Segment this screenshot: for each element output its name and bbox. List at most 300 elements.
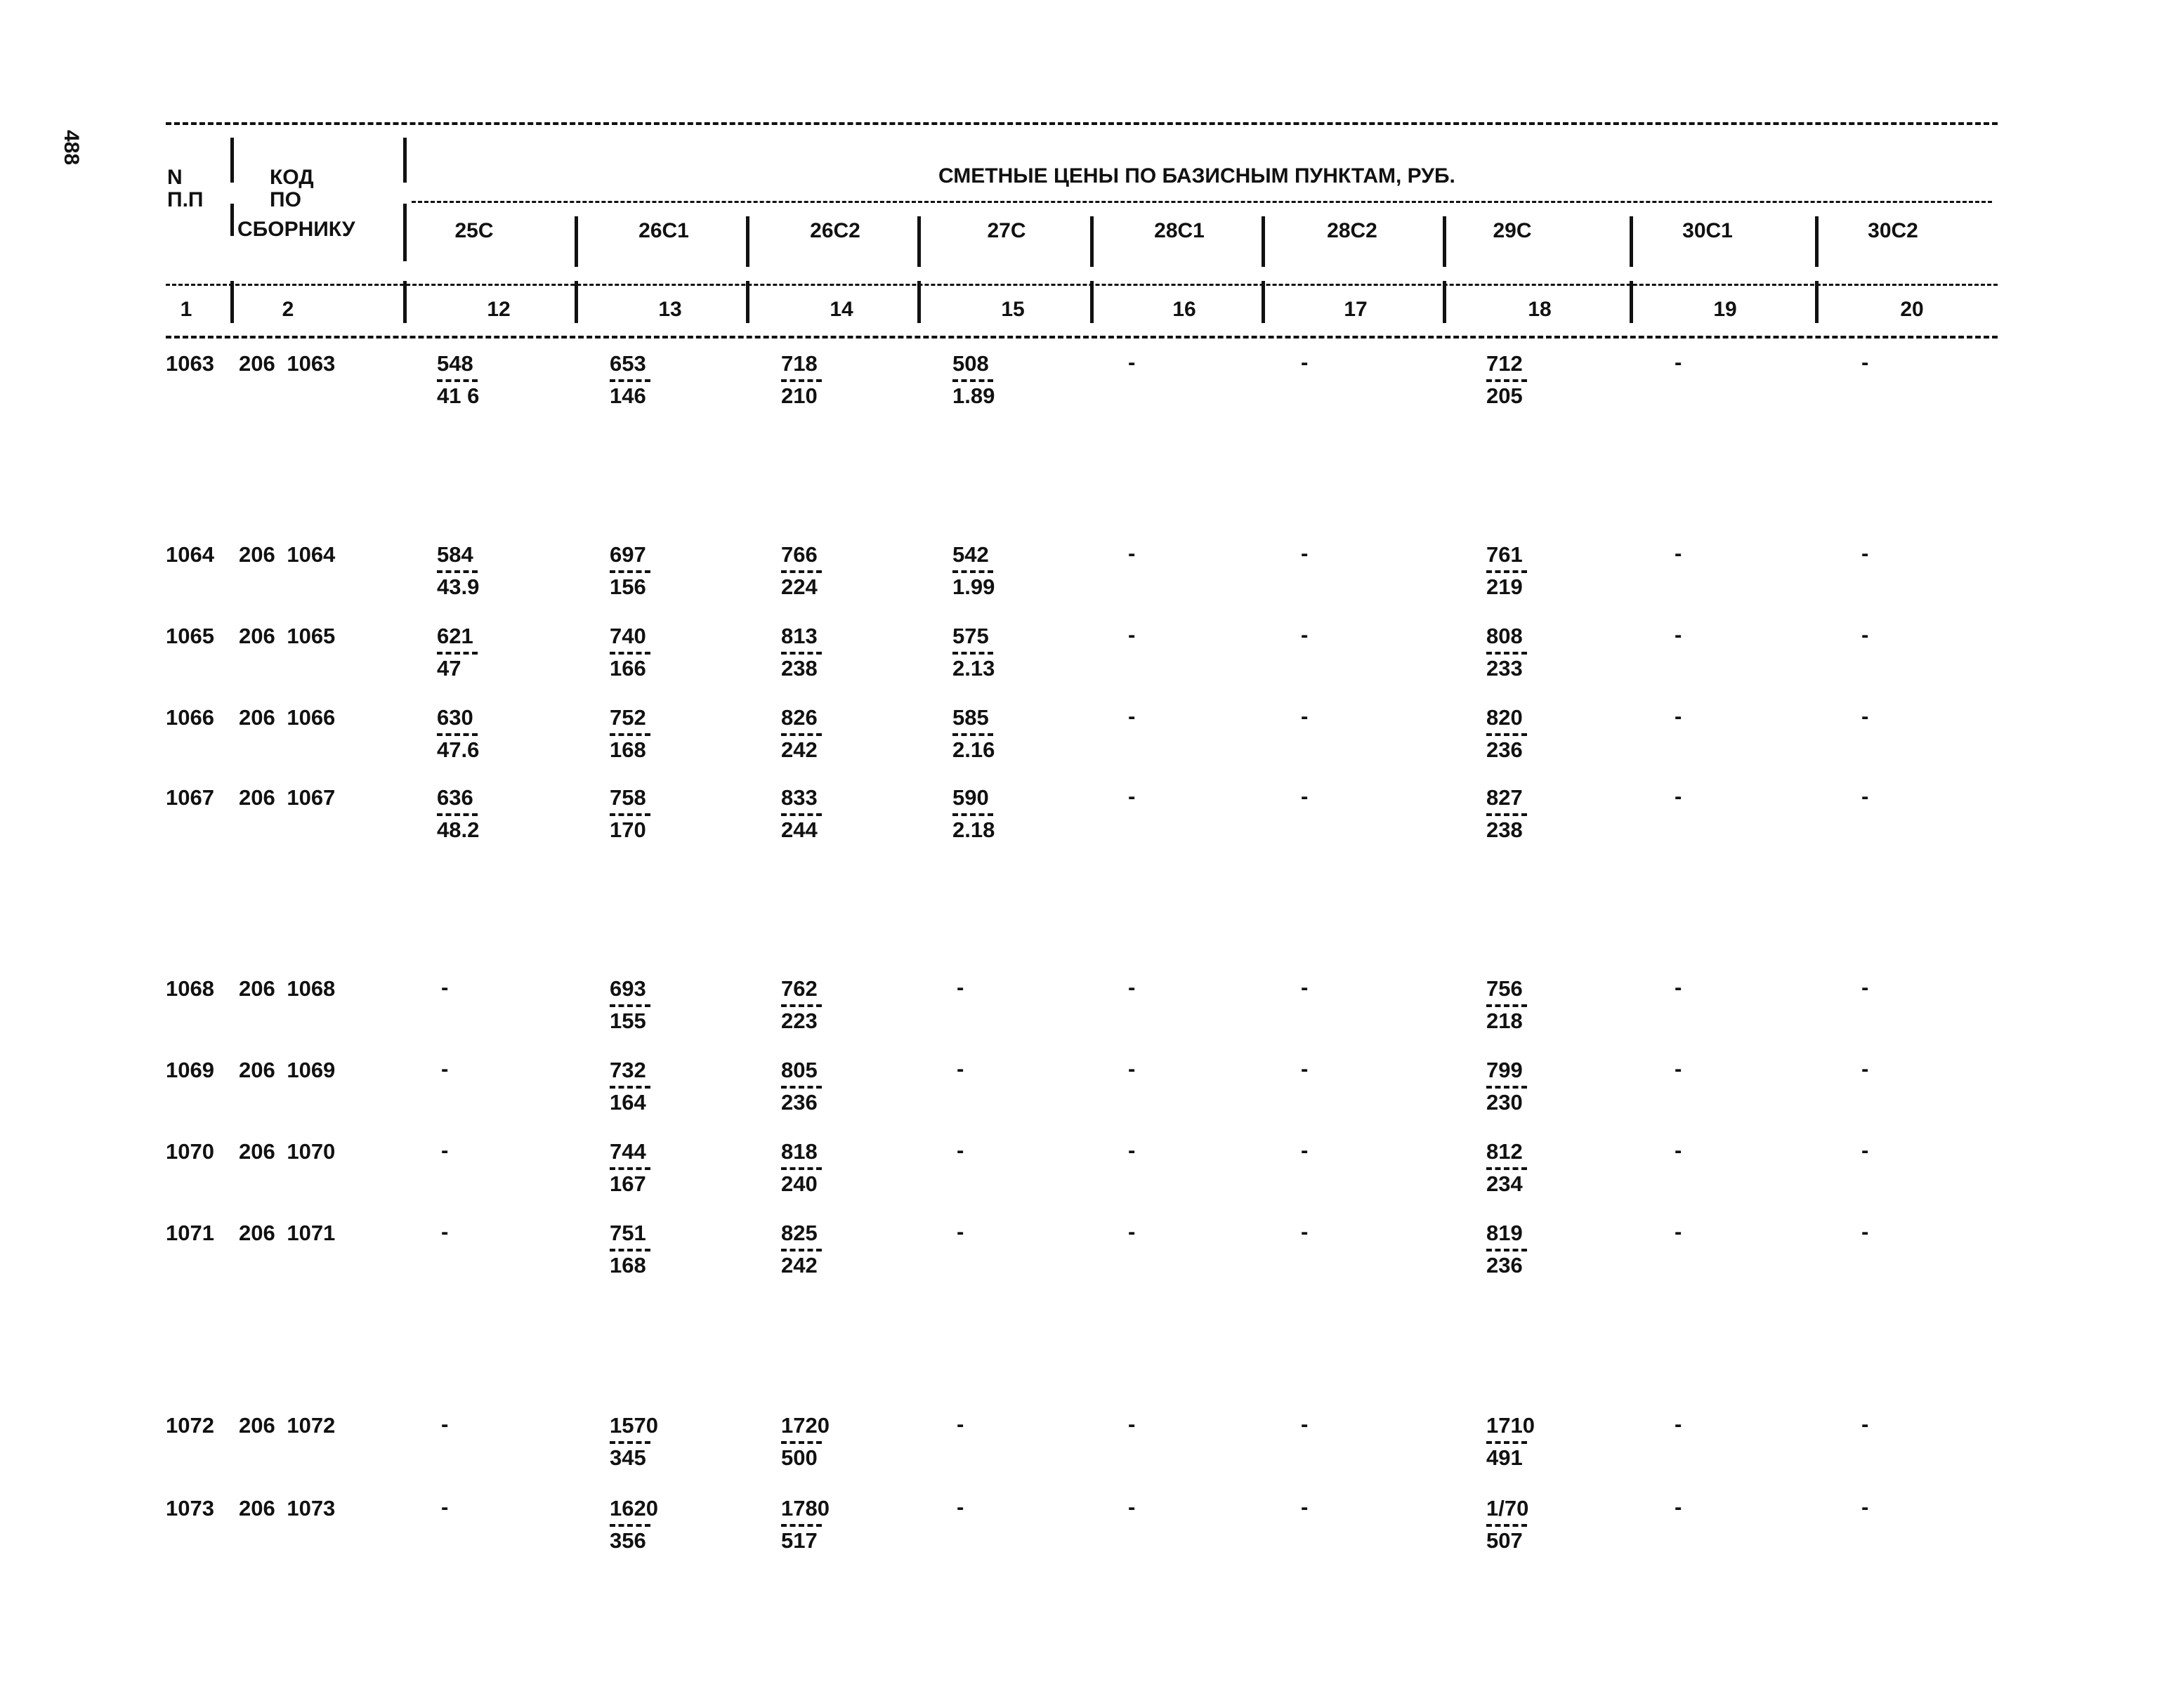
fraction-bar bbox=[781, 1004, 822, 1007]
price-fraction bbox=[781, 351, 837, 409]
price-numerator: 636 bbox=[437, 785, 473, 810]
vsep bbox=[917, 281, 921, 323]
row-number: 1066 bbox=[166, 705, 214, 730]
price-numerator: 833 bbox=[781, 785, 818, 810]
price-fraction bbox=[610, 1413, 666, 1471]
fraction-bar bbox=[610, 1004, 650, 1007]
price-denominator: 356 bbox=[610, 1528, 646, 1553]
empty-price-dash: - bbox=[1128, 1494, 1136, 1519]
empty-price-dash: - bbox=[441, 975, 449, 999]
empty-price-dash: - bbox=[1861, 1412, 1869, 1436]
fraction-bar bbox=[610, 733, 650, 736]
price-numerator: 1720 bbox=[781, 1413, 830, 1438]
empty-price-dash: - bbox=[1128, 784, 1136, 808]
price-numerator: 799 bbox=[1486, 1058, 1523, 1082]
vsep bbox=[1815, 281, 1819, 323]
empty-price-dash: - bbox=[1301, 784, 1309, 808]
empty-price-dash: - bbox=[1861, 622, 1869, 647]
price-denominator: 218 bbox=[1486, 1009, 1523, 1033]
price-fraction bbox=[1486, 1139, 1542, 1197]
fraction-bar bbox=[437, 379, 478, 382]
price-numerator: 751 bbox=[610, 1221, 646, 1245]
price-numerator: 766 bbox=[781, 542, 818, 567]
price-denominator: 1.99 bbox=[952, 574, 995, 599]
empty-price-dash: - bbox=[1301, 1056, 1309, 1081]
empty-price-dash: - bbox=[441, 1494, 449, 1519]
row-code: 206 1069 bbox=[239, 1058, 336, 1082]
header-code-line1: КОД bbox=[270, 166, 314, 189]
empty-price-dash: - bbox=[441, 1056, 449, 1081]
fraction-bar bbox=[1486, 1004, 1527, 1007]
vsep bbox=[1815, 216, 1819, 267]
price-numerator: 1570 bbox=[610, 1413, 658, 1438]
empty-price-dash: - bbox=[1675, 1412, 1682, 1436]
empty-price-dash: - bbox=[1301, 350, 1309, 374]
fraction-bar bbox=[610, 1441, 650, 1444]
empty-price-dash: - bbox=[1128, 1056, 1136, 1081]
empty-price-dash: - bbox=[1301, 1412, 1309, 1436]
price-denominator: 230 bbox=[1486, 1090, 1523, 1115]
vsep bbox=[230, 138, 234, 183]
price-fraction bbox=[781, 1139, 837, 1197]
price-fraction bbox=[781, 705, 837, 763]
price-denominator: 170 bbox=[610, 817, 646, 842]
empty-price-dash: - bbox=[1128, 541, 1136, 565]
empty-price-dash: - bbox=[957, 1494, 964, 1519]
price-denominator: 238 bbox=[1486, 817, 1523, 842]
price-numerator: 590 bbox=[952, 785, 989, 810]
row-code: 206 1063 bbox=[239, 351, 336, 376]
row-code: 206 1070 bbox=[239, 1139, 336, 1164]
empty-price-dash: - bbox=[1861, 784, 1869, 808]
price-numerator: 575 bbox=[952, 624, 989, 648]
row-number: 1065 bbox=[166, 624, 214, 648]
fraction-bar bbox=[1486, 570, 1527, 573]
price-fraction bbox=[952, 351, 1009, 409]
col-number: 1 bbox=[180, 298, 192, 321]
price-numerator: 718 bbox=[781, 351, 818, 376]
fraction-bar bbox=[781, 813, 822, 816]
price-fraction bbox=[1486, 976, 1542, 1034]
empty-price-dash: - bbox=[1675, 784, 1682, 808]
row-code: 206 1068 bbox=[239, 976, 336, 1001]
fraction-bar bbox=[610, 652, 650, 655]
vsep bbox=[1090, 281, 1094, 323]
price-fraction bbox=[1486, 624, 1542, 681]
price-fraction bbox=[610, 624, 666, 681]
price-denominator: 2.16 bbox=[952, 737, 995, 762]
fraction-bar bbox=[952, 570, 993, 573]
row-number: 1068 bbox=[166, 976, 214, 1001]
price-numerator: 825 bbox=[781, 1221, 818, 1245]
row-code: 206 1067 bbox=[239, 785, 336, 810]
price-numerator: 752 bbox=[610, 705, 646, 730]
price-numerator: 826 bbox=[781, 705, 818, 730]
price-fraction bbox=[952, 542, 1009, 600]
col-number: 15 bbox=[1001, 298, 1025, 321]
fraction-bar bbox=[781, 379, 822, 382]
price-denominator: 236 bbox=[781, 1090, 818, 1115]
price-numerator: 827 bbox=[1486, 785, 1523, 810]
vsep bbox=[1630, 216, 1633, 267]
col-number: 13 bbox=[658, 298, 682, 321]
fraction-bar bbox=[1486, 1524, 1527, 1527]
empty-price-dash: - bbox=[1675, 704, 1682, 728]
price-denominator: 168 bbox=[610, 737, 646, 762]
price-denominator: 223 bbox=[781, 1009, 818, 1033]
fraction-bar bbox=[1486, 1441, 1527, 1444]
price-numerator: 1780 bbox=[781, 1496, 830, 1520]
header-prices-title: СМЕТНЫЕ ЦЕНЫ ПО БАЗИСНЫМ ПУНКТАМ, РУБ. bbox=[938, 164, 1455, 188]
fraction-bar bbox=[610, 813, 650, 816]
empty-price-dash: - bbox=[1861, 1219, 1869, 1244]
price-denominator: 2.13 bbox=[952, 656, 995, 681]
fraction-bar bbox=[781, 1249, 822, 1252]
vsep bbox=[1630, 281, 1633, 323]
price-denominator: 168 bbox=[610, 1253, 646, 1277]
price-fraction bbox=[610, 1139, 666, 1197]
vsep bbox=[575, 216, 578, 267]
empty-price-dash: - bbox=[1301, 1494, 1309, 1519]
fraction-bar bbox=[952, 379, 993, 382]
price-denominator: 219 bbox=[1486, 574, 1523, 599]
price-fraction bbox=[437, 705, 493, 763]
price-fraction bbox=[1486, 1058, 1542, 1115]
empty-price-dash: - bbox=[1301, 975, 1309, 999]
price-fraction bbox=[1486, 705, 1542, 763]
price-numerator: 758 bbox=[610, 785, 646, 810]
price-denominator: 517 bbox=[781, 1528, 818, 1553]
price-denominator: 236 bbox=[1486, 737, 1523, 762]
header-code-line3: СБОРНИКУ bbox=[237, 218, 355, 241]
price-denominator: 1.89 bbox=[952, 383, 995, 408]
vsep bbox=[230, 281, 234, 323]
price-fraction bbox=[437, 624, 493, 681]
price-numerator: 813 bbox=[781, 624, 818, 648]
price-denominator: 155 bbox=[610, 1009, 646, 1033]
price-fraction bbox=[1486, 785, 1542, 843]
empty-price-dash: - bbox=[1675, 350, 1682, 374]
price-fraction bbox=[1486, 1221, 1542, 1278]
empty-price-dash: - bbox=[1301, 704, 1309, 728]
price-numerator: 805 bbox=[781, 1058, 818, 1082]
fraction-bar bbox=[952, 652, 993, 655]
fraction-bar bbox=[781, 1441, 822, 1444]
price-denominator: 491 bbox=[1486, 1445, 1523, 1470]
price-fraction bbox=[781, 1221, 837, 1278]
price-denominator: 156 bbox=[610, 574, 646, 599]
vsep bbox=[1443, 281, 1446, 323]
fraction-bar bbox=[1486, 1167, 1527, 1170]
empty-price-dash: - bbox=[1128, 622, 1136, 647]
vsep bbox=[746, 216, 749, 267]
col-number: 14 bbox=[830, 298, 853, 321]
fraction-bar bbox=[1486, 379, 1527, 382]
fraction-bar bbox=[610, 1249, 650, 1252]
header-code-line2: ПО bbox=[270, 188, 301, 211]
empty-price-dash: - bbox=[1861, 1056, 1869, 1081]
vsep bbox=[1262, 281, 1265, 323]
price-denominator: 210 bbox=[781, 383, 818, 408]
fraction-bar bbox=[1486, 733, 1527, 736]
col-number: 19 bbox=[1713, 298, 1737, 321]
price-fraction bbox=[610, 351, 666, 409]
price-numerator: 740 bbox=[610, 624, 646, 648]
empty-price-dash: - bbox=[957, 1219, 964, 1244]
vsep bbox=[575, 281, 578, 323]
price-denominator: 507 bbox=[1486, 1528, 1523, 1553]
price-denominator: 48.2 bbox=[437, 817, 480, 842]
price-fraction bbox=[781, 1058, 837, 1115]
header-bottom-rule bbox=[166, 336, 1998, 339]
price-denominator: 224 bbox=[781, 574, 818, 599]
fraction-bar bbox=[610, 379, 650, 382]
row-number: 1071 bbox=[166, 1221, 214, 1245]
price-numerator: 630 bbox=[437, 705, 473, 730]
price-numerator: 1/70 bbox=[1486, 1496, 1529, 1520]
price-denominator: 167 bbox=[610, 1171, 646, 1196]
price-denominator: 345 bbox=[610, 1445, 646, 1470]
col-number: 16 bbox=[1172, 298, 1196, 321]
empty-price-dash: - bbox=[1861, 350, 1869, 374]
empty-price-dash: - bbox=[957, 975, 964, 999]
price-numerator: 744 bbox=[610, 1139, 646, 1164]
empty-price-dash: - bbox=[441, 1219, 449, 1244]
col-label-28c2: 28С2 bbox=[1327, 219, 1377, 242]
price-denominator: 2.18 bbox=[952, 817, 995, 842]
price-denominator: 233 bbox=[1486, 656, 1523, 681]
empty-price-dash: - bbox=[957, 1138, 964, 1162]
price-numerator: 820 bbox=[1486, 705, 1523, 730]
empty-price-dash: - bbox=[1861, 1494, 1869, 1519]
price-numerator: 762 bbox=[781, 976, 818, 1001]
page-number: 488 bbox=[60, 130, 83, 166]
col-number: 20 bbox=[1900, 298, 1924, 321]
empty-price-dash: - bbox=[441, 1412, 449, 1436]
price-fraction bbox=[1486, 351, 1542, 409]
vsep bbox=[1090, 216, 1094, 267]
row-code: 206 1072 bbox=[239, 1413, 336, 1438]
col-label-25c: 25С bbox=[454, 219, 494, 242]
price-fraction bbox=[437, 351, 493, 409]
prices-title-rule bbox=[412, 201, 1992, 203]
price-fraction bbox=[437, 785, 493, 843]
price-denominator: 47.6 bbox=[437, 737, 480, 762]
empty-price-dash: - bbox=[1861, 704, 1869, 728]
row-number: 1072 bbox=[166, 1413, 214, 1438]
price-denominator: 242 bbox=[781, 737, 818, 762]
price-fraction bbox=[781, 542, 837, 600]
col-number: 17 bbox=[1344, 298, 1368, 321]
price-denominator: 234 bbox=[1486, 1171, 1523, 1196]
empty-price-dash: - bbox=[1128, 350, 1136, 374]
price-fraction bbox=[610, 1221, 666, 1278]
empty-price-dash: - bbox=[1675, 1494, 1682, 1519]
price-fraction bbox=[437, 542, 493, 600]
empty-price-dash: - bbox=[1128, 704, 1136, 728]
empty-price-dash: - bbox=[1128, 975, 1136, 999]
fraction-bar bbox=[1486, 813, 1527, 816]
fraction-bar bbox=[952, 733, 993, 736]
price-numerator: 732 bbox=[610, 1058, 646, 1082]
col-label-26c2: 26С2 bbox=[810, 219, 860, 242]
fraction-bar bbox=[437, 570, 478, 573]
header-np-line2: П.П bbox=[167, 188, 204, 211]
row-code: 206 1064 bbox=[239, 542, 336, 567]
vsep bbox=[1262, 216, 1265, 267]
price-numerator: 653 bbox=[610, 351, 646, 376]
fraction-bar bbox=[610, 1524, 650, 1527]
price-fraction bbox=[610, 976, 666, 1034]
vsep bbox=[403, 281, 407, 323]
price-denominator: 238 bbox=[781, 656, 818, 681]
fraction-bar bbox=[781, 652, 822, 655]
col-label-27c: 27С bbox=[987, 219, 1026, 242]
empty-price-dash: - bbox=[1675, 541, 1682, 565]
empty-price-dash: - bbox=[957, 1412, 964, 1436]
empty-price-dash: - bbox=[1675, 975, 1682, 999]
fraction-bar bbox=[610, 570, 650, 573]
row-code: 206 1073 bbox=[239, 1496, 336, 1520]
empty-price-dash: - bbox=[1301, 1219, 1309, 1244]
fraction-bar bbox=[1486, 1249, 1527, 1252]
price-fraction bbox=[781, 1496, 837, 1553]
empty-price-dash: - bbox=[1861, 975, 1869, 999]
row-number: 1063 bbox=[166, 351, 214, 376]
col-number: 18 bbox=[1528, 298, 1552, 321]
top-rule bbox=[166, 122, 1998, 125]
price-denominator: 236 bbox=[1486, 1253, 1523, 1277]
price-fraction bbox=[610, 1058, 666, 1115]
empty-price-dash: - bbox=[957, 1056, 964, 1081]
empty-price-dash: - bbox=[1128, 1219, 1136, 1244]
row-number: 1067 bbox=[166, 785, 214, 810]
vsep bbox=[403, 138, 407, 183]
empty-price-dash: - bbox=[1861, 541, 1869, 565]
price-fraction bbox=[1486, 1496, 1542, 1553]
col-label-28c1: 28С1 bbox=[1154, 219, 1205, 242]
price-numerator: 819 bbox=[1486, 1221, 1523, 1245]
price-fraction bbox=[781, 624, 837, 681]
empty-price-dash: - bbox=[1301, 622, 1309, 647]
empty-price-dash: - bbox=[441, 1138, 449, 1162]
col-number: 2 bbox=[282, 298, 294, 321]
fraction-bar bbox=[781, 1524, 822, 1527]
price-numerator: 697 bbox=[610, 542, 646, 567]
empty-price-dash: - bbox=[1301, 1138, 1309, 1162]
vsep bbox=[746, 281, 749, 323]
row-number: 1070 bbox=[166, 1139, 214, 1164]
empty-price-dash: - bbox=[1675, 1138, 1682, 1162]
empty-price-dash: - bbox=[1675, 1056, 1682, 1081]
fraction-bar bbox=[781, 1167, 822, 1170]
fraction-bar bbox=[952, 813, 993, 816]
price-fraction bbox=[610, 705, 666, 763]
price-fraction bbox=[610, 785, 666, 843]
price-numerator: 621 bbox=[437, 624, 473, 648]
price-denominator: 43.9 bbox=[437, 574, 480, 599]
price-numerator: 818 bbox=[781, 1139, 818, 1164]
price-numerator: 712 bbox=[1486, 351, 1523, 376]
price-fraction bbox=[952, 785, 1009, 843]
price-numerator: 542 bbox=[952, 542, 989, 567]
row-number: 1064 bbox=[166, 542, 214, 567]
price-fraction bbox=[1486, 1413, 1542, 1471]
header-np-line1: N bbox=[167, 166, 183, 189]
vsep bbox=[917, 216, 921, 267]
fraction-bar bbox=[437, 652, 478, 655]
price-denominator: 164 bbox=[610, 1090, 646, 1115]
price-denominator: 41 6 bbox=[437, 383, 480, 408]
col-label-29c: 29С bbox=[1493, 219, 1532, 242]
fraction-bar bbox=[437, 733, 478, 736]
price-fraction bbox=[952, 705, 1009, 763]
price-fraction bbox=[781, 1413, 837, 1471]
col-number: 12 bbox=[487, 298, 511, 321]
fraction-bar bbox=[1486, 1086, 1527, 1089]
fraction-bar bbox=[1486, 652, 1527, 655]
fraction-bar bbox=[781, 570, 822, 573]
fraction-bar bbox=[781, 733, 822, 736]
price-denominator: 205 bbox=[1486, 383, 1523, 408]
price-numerator: 548 bbox=[437, 351, 473, 376]
empty-price-dash: - bbox=[1128, 1138, 1136, 1162]
price-numerator: 693 bbox=[610, 976, 646, 1001]
price-numerator: 1620 bbox=[610, 1496, 658, 1520]
vsep bbox=[230, 204, 234, 236]
price-numerator: 756 bbox=[1486, 976, 1523, 1001]
price-denominator: 242 bbox=[781, 1253, 818, 1277]
fraction-bar bbox=[610, 1167, 650, 1170]
col-label-26c1: 26С1 bbox=[638, 219, 689, 242]
empty-price-dash: - bbox=[1675, 1219, 1682, 1244]
fraction-bar bbox=[610, 1086, 650, 1089]
row-code: 206 1066 bbox=[239, 705, 336, 730]
price-denominator: 166 bbox=[610, 656, 646, 681]
empty-price-dash: - bbox=[1128, 1412, 1136, 1436]
price-numerator: 584 bbox=[437, 542, 473, 567]
price-denominator: 500 bbox=[781, 1445, 818, 1470]
price-denominator: 244 bbox=[781, 817, 818, 842]
empty-price-dash: - bbox=[1301, 541, 1309, 565]
row-code: 206 1065 bbox=[239, 624, 336, 648]
empty-price-dash: - bbox=[1675, 622, 1682, 647]
price-fraction bbox=[1486, 542, 1542, 600]
empty-price-dash: - bbox=[1861, 1138, 1869, 1162]
price-numerator: 761 bbox=[1486, 542, 1523, 567]
col-label-30c1: 30С1 bbox=[1682, 219, 1733, 242]
row-code: 206 1071 bbox=[239, 1221, 336, 1245]
price-numerator: 585 bbox=[952, 705, 989, 730]
price-denominator: 146 bbox=[610, 383, 646, 408]
vsep bbox=[1443, 216, 1446, 267]
price-numerator: 812 bbox=[1486, 1139, 1523, 1164]
price-fraction bbox=[610, 1496, 666, 1553]
price-fraction bbox=[781, 976, 837, 1034]
price-numerator: 1710 bbox=[1486, 1413, 1535, 1438]
price-numerator: 508 bbox=[952, 351, 989, 376]
fraction-bar bbox=[437, 813, 478, 816]
price-fraction bbox=[610, 542, 666, 600]
price-fraction bbox=[952, 624, 1009, 681]
col-label-30c2: 30С2 bbox=[1868, 219, 1918, 242]
price-denominator: 240 bbox=[781, 1171, 818, 1196]
price-fraction bbox=[781, 785, 837, 843]
header-mid-rule bbox=[166, 284, 1998, 286]
price-denominator: 47 bbox=[437, 656, 461, 681]
vsep bbox=[403, 204, 407, 261]
row-number: 1073 bbox=[166, 1496, 214, 1520]
